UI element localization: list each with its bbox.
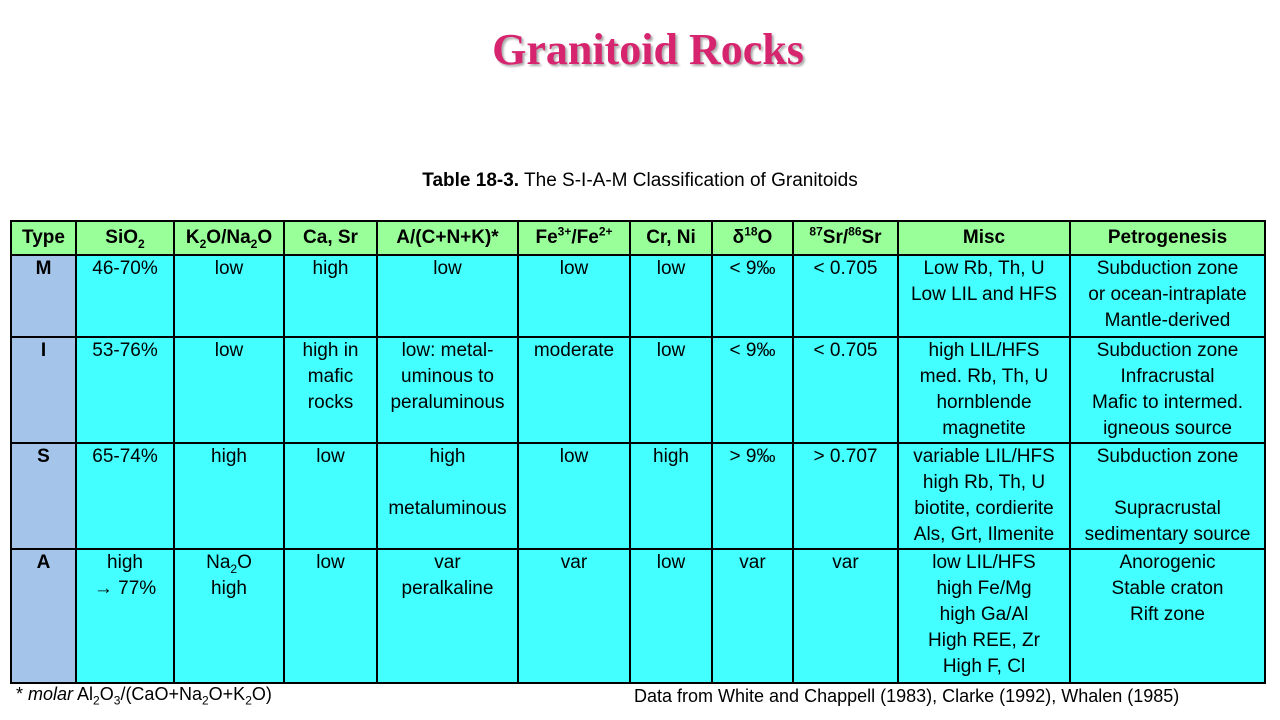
ca-sr-cell: low: [284, 443, 377, 549]
footnote: * molar $Al_2O_3/(CaO+Na_2O+K_2O)$: [16, 684, 272, 708]
d18o-cell: < 9‰: [712, 255, 793, 337]
sr-cell: < 0.705: [793, 337, 898, 443]
type-cell: I: [11, 337, 76, 443]
cr-ni-cell: low: [630, 255, 712, 337]
k2o-cell: low: [174, 337, 284, 443]
ca-sr-cell: high: [284, 255, 377, 337]
cr-ni-cell: low: [630, 549, 712, 683]
header-sr-ratio: $^{87}$Sr/$^{86}$Sr: [793, 221, 898, 255]
header-sio2: SiO$_2$: [76, 221, 174, 255]
header-cr-ni: Cr, Ni: [630, 221, 712, 255]
petrogenesis-cell: Anorogenic Stable craton Rift zone: [1070, 549, 1265, 683]
fe-cell: var: [518, 549, 630, 683]
header-row: [11, 221, 1265, 255]
table-row-i: [11, 337, 1265, 443]
sio2-cell: 53-76%: [76, 337, 174, 443]
petrogenesis-cell: Subduction zone Supracrustal sedimentary source: [1070, 443, 1265, 549]
d18o-cell: var: [712, 549, 793, 683]
caption-text: The S-I-A-M Classification of Granitoids: [519, 170, 858, 191]
cr-ni-cell: low: [630, 337, 712, 443]
header-petrogenesis: Petrogenesis: [1070, 221, 1265, 255]
fe-cell: moderate: [518, 337, 630, 443]
misc-cell: high LIL/HFS med. Rb, Th, U hornblende magnetite: [898, 337, 1070, 443]
header-type: Type: [11, 221, 76, 255]
acnk-cell: low: [377, 255, 518, 337]
acnk-cell: low: metal- uminous to peraluminous: [377, 337, 518, 443]
header-misc: Misc: [898, 221, 1070, 255]
table-row-s: [11, 443, 1265, 549]
header-ca-sr: Ca, Sr: [284, 221, 377, 255]
table-row-m: [11, 255, 1265, 337]
acnk-cell: high metaluminous: [377, 443, 518, 549]
sr-cell: var: [793, 549, 898, 683]
acnk-cell: var peralkaline: [377, 549, 518, 683]
misc-cell: Low Rb, Th, U Low LIL and HFS: [898, 255, 1070, 337]
caption-label: Table 18-3.: [422, 170, 520, 191]
k2o-cell: $Na_2O$ high: [174, 549, 284, 683]
header-d18o: $\delta^{18}O$: [712, 221, 793, 255]
petrogenesis-cell: Subduction zone Infracrustal Mafic to intermed. igneous source: [1070, 337, 1265, 443]
ca-sr-cell: high in mafic rocks: [284, 337, 377, 443]
d18o-cell: < 9‰: [712, 337, 793, 443]
cr-ni-cell: high: [630, 443, 712, 549]
d18o-cell: > 9‰: [712, 443, 793, 549]
fe-cell: low: [518, 443, 630, 549]
table-row-a: [11, 549, 1265, 683]
sio2-cell: 65-74%: [76, 443, 174, 549]
type-cell: S: [11, 443, 76, 549]
header-fe-ratio: $Fe^{3+}/Fe^{2+}$: [518, 221, 630, 255]
ca-sr-cell: low: [284, 549, 377, 683]
sio2-cell: high → 77%: [76, 549, 174, 683]
sio2-cell: 46-70%: [76, 255, 174, 337]
classification-table: [10, 220, 1266, 684]
petrogenesis-cell: Subduction zone or ocean-intraplate Mantle-derived: [1070, 255, 1265, 337]
table-caption: [0, 170, 1280, 192]
misc-cell: variable LIL/HFS high Rb, Th, U biotite, cordierite Als, Grt, Ilmenite: [898, 443, 1070, 549]
slide-title: Granitoid Rocks: [492, 25, 804, 74]
k2o-cell: high: [174, 443, 284, 549]
type-cell: A: [11, 549, 76, 683]
data-source: Data from White and Chappell (1983), Clarke (1992), Whalen (1985): [634, 686, 1180, 706]
header-acnk: A/(C+N+K)*: [377, 221, 518, 255]
header-k2o-na2o: $K_2O/Na_2O$: [174, 221, 284, 255]
type-cell: M: [11, 255, 76, 337]
sr-cell: > 0.707: [793, 443, 898, 549]
misc-cell: low LIL/HFS high Fe/Mg high Ga/Al High REE, Zr High F, Cl: [898, 549, 1070, 683]
k2o-cell: low: [174, 255, 284, 337]
sr-cell: < 0.705: [793, 255, 898, 337]
fe-cell: low: [518, 255, 630, 337]
